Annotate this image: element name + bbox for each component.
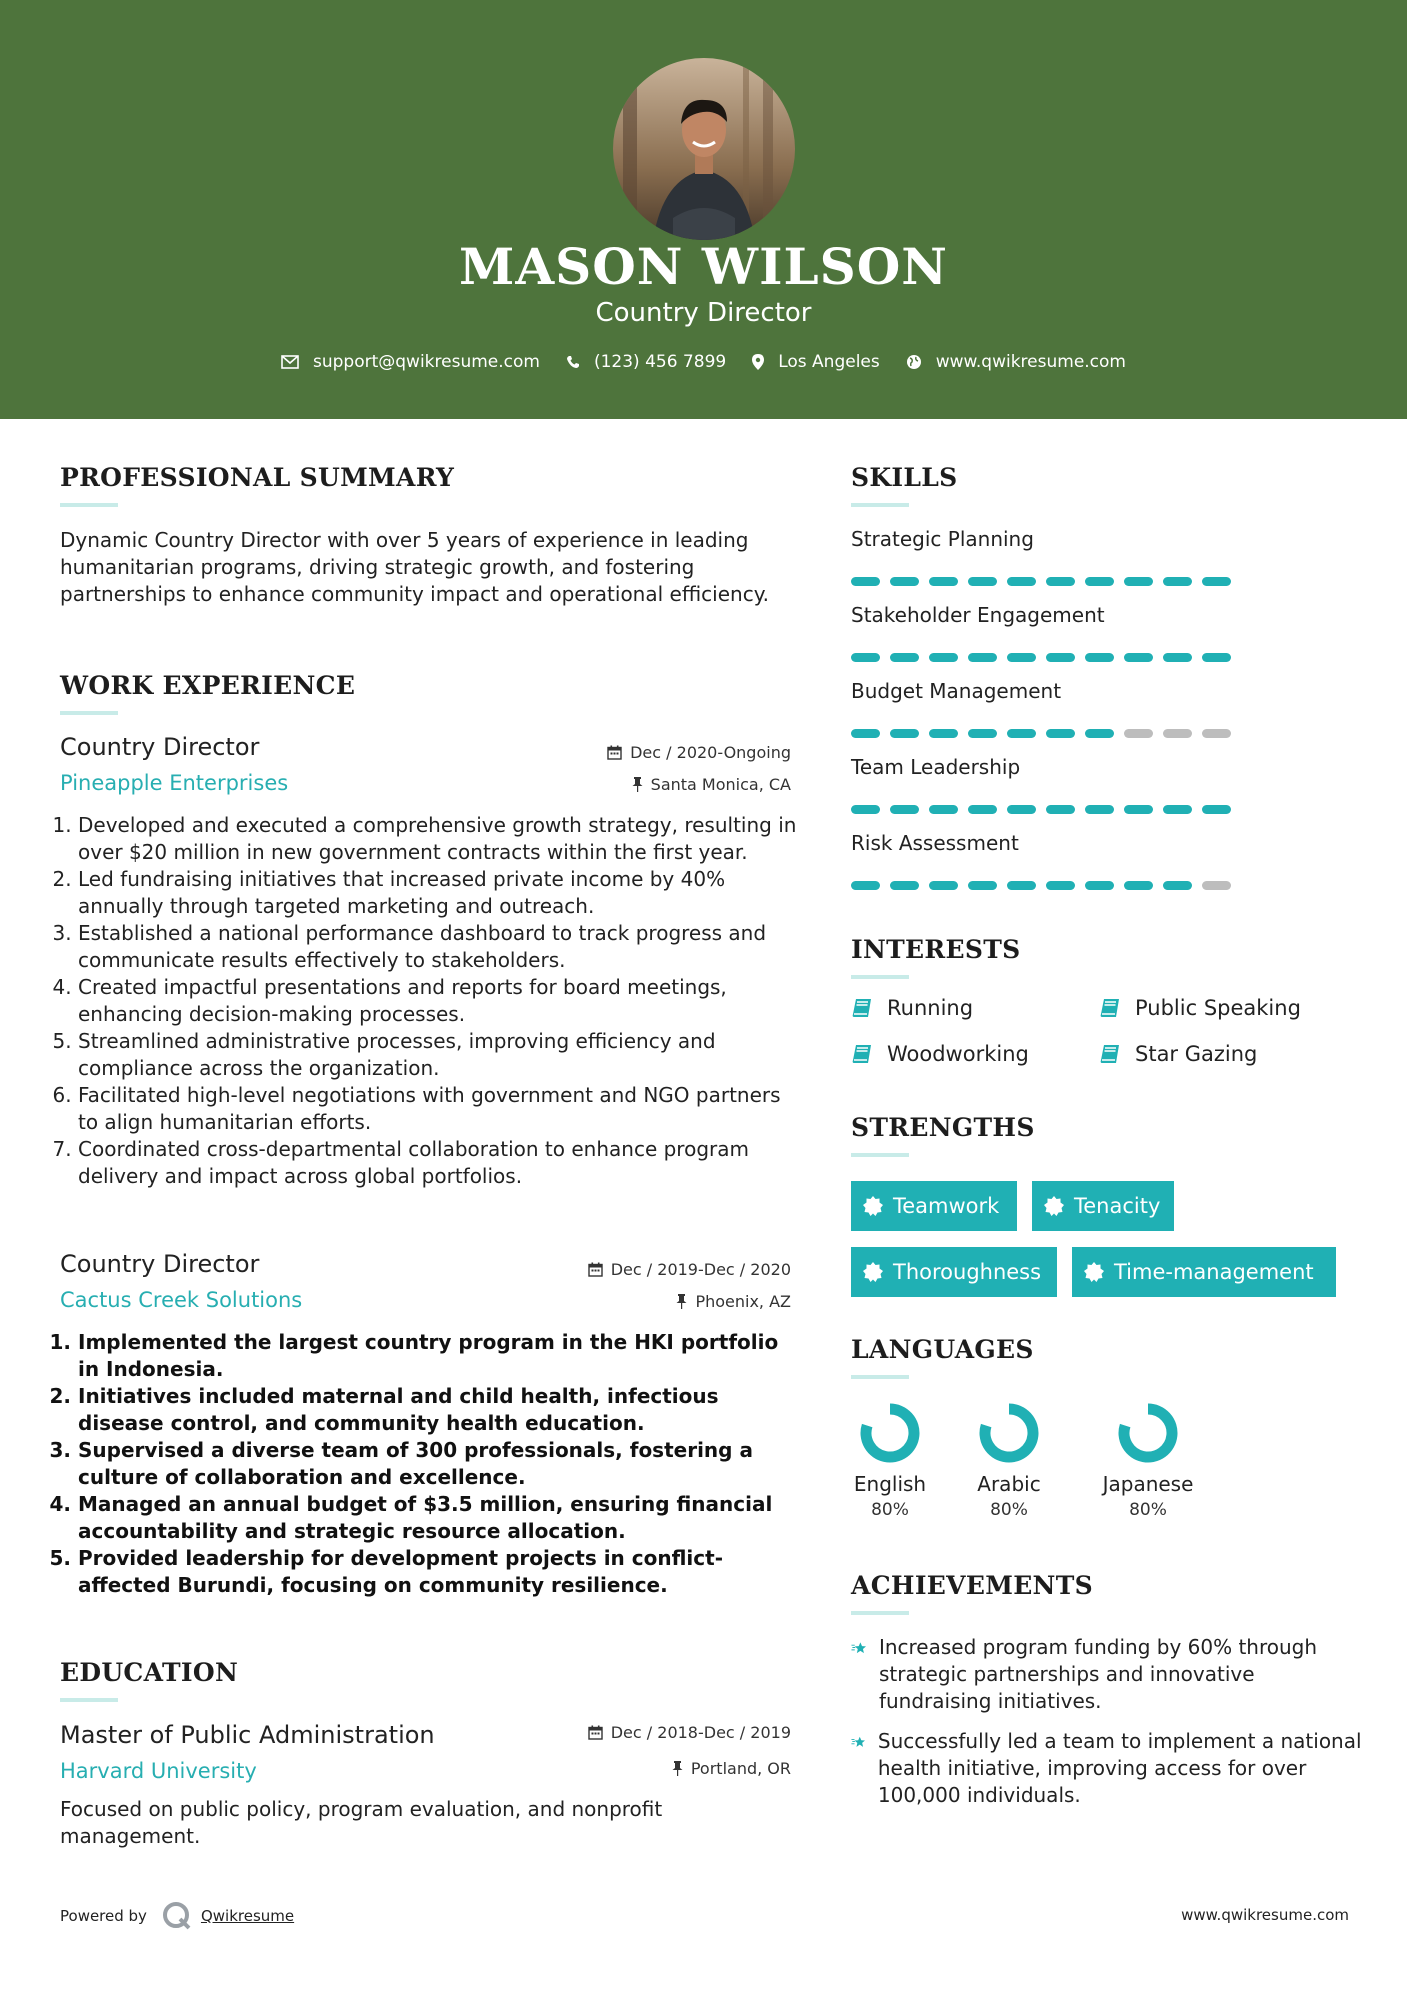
languages-heading: LANGUAGES: [851, 1335, 1034, 1364]
skill-dot-filled: [1046, 577, 1075, 586]
phone-text: (123) 456 7899: [593, 352, 727, 372]
summary-heading: PROFESSIONAL SUMMARY: [60, 463, 455, 492]
job-date-text: Dec / 2020-Ongoing: [630, 743, 791, 762]
skill-dot-filled: [1163, 805, 1192, 814]
education-heading: EDUCATION: [60, 1658, 239, 1687]
star-icon: [851, 1728, 866, 1756]
language-item: [970, 1402, 1048, 1520]
list-item: 6. Facilitated high-level negotiations with government and NGO partners to align humanitarian efforts.: [78, 1082, 800, 1136]
envelope-icon: [281, 355, 299, 369]
footer-powered-by: [60, 1900, 294, 1932]
skill-dot-filled: [929, 881, 958, 890]
skill-dot-filled: [1046, 653, 1075, 662]
job-date: [500, 1260, 791, 1279]
job-title: Country Director: [60, 733, 260, 761]
language-ring-arc: [985, 1409, 1033, 1457]
languages-underline: [851, 1375, 909, 1379]
summary-underline: [60, 503, 118, 507]
skill-dot-filled: [851, 805, 880, 814]
interest-item: [1099, 996, 1301, 1020]
skill-label: Budget Management: [851, 679, 1062, 703]
education-location: [500, 1759, 791, 1778]
skill-level-bar: [851, 881, 1241, 890]
skills-underline: [851, 503, 909, 507]
skill-dot-filled: [1163, 577, 1192, 586]
achievements-underline: [851, 1611, 909, 1615]
job-location: [500, 1292, 791, 1311]
strength-tag: [851, 1247, 1057, 1297]
job-date: [500, 743, 791, 762]
skill-dot-filled: [968, 653, 997, 662]
skill-dot-filled: [851, 577, 880, 586]
language-percent: 80%: [990, 1500, 1028, 1520]
job-date-text: Dec / 2019-Dec / 2020: [610, 1260, 791, 1279]
list-item: 2. Initiatives included maternal and child health, infectious disease control, and community health education.: [78, 1383, 800, 1437]
skill-dot-empty: [1124, 729, 1153, 738]
skill-dot-filled: [1085, 729, 1114, 738]
job-title: Country Director: [60, 1250, 260, 1278]
skill-dot-filled: [1124, 653, 1153, 662]
calendar-icon: [588, 1262, 603, 1277]
skill-dot-filled: [1124, 805, 1153, 814]
skill-dot-filled: [929, 729, 958, 738]
language-ring-arc: [1124, 1409, 1172, 1457]
achievement-item: [851, 1728, 1371, 1809]
skill-dot-filled: [890, 577, 919, 586]
skill-dot-filled: [929, 653, 958, 662]
education-description: Focused on public policy, program evaluation, and nonprofit management.: [60, 1797, 663, 1848]
skill-dot-filled: [1007, 805, 1036, 814]
calendar-icon: [607, 745, 622, 760]
skills-heading: SKILLS: [851, 463, 958, 492]
list-item: 5. Streamlined administrative processes, improving efficiency and compliance across the organization.: [78, 1028, 800, 1082]
skill-dot-filled: [929, 577, 958, 586]
experience-underline: [60, 711, 118, 715]
skill-dot-filled: [890, 729, 919, 738]
skill-dot-empty: [1202, 881, 1231, 890]
book-icon: [1099, 997, 1121, 1019]
strength-label: Tenacity: [1074, 1194, 1161, 1218]
strength-label: Teamwork: [893, 1194, 1000, 1218]
job-bullets: [60, 812, 800, 1190]
list-item: 3. Established a national performance dashboard to track progress and communicate results effectively to stakeholders.: [78, 920, 800, 974]
language-percent: 80%: [1129, 1500, 1167, 1520]
list-item: 4. Managed an annual budget of $3.5 million, ensuring financial accountability and strategic resource allocation.: [78, 1491, 800, 1545]
list-item: 4. Created impactful presentations and reports for board meetings, enhancing decision-making processes.: [78, 974, 800, 1028]
calendar-icon: [588, 1725, 603, 1740]
achievement-text: Increased program funding by 60% through strategic partnerships and innovative fundraising initiatives.: [878, 1635, 1318, 1713]
book-icon: [851, 997, 873, 1019]
skill-dot-filled: [1007, 653, 1036, 662]
pushpin-icon: [676, 1294, 687, 1309]
contact-bar: [0, 352, 1407, 372]
strengths-underline: [851, 1153, 909, 1157]
job-bullets: [60, 1329, 800, 1599]
strength-label: Thoroughness: [893, 1260, 1042, 1284]
achievements-heading: ACHIEVEMENTS: [851, 1571, 1093, 1600]
contact-location: [752, 352, 880, 372]
interest-item: [1099, 1042, 1257, 1066]
education-date: [500, 1723, 791, 1742]
language-ring-arc: [866, 1409, 914, 1457]
badge-icon: [863, 1262, 883, 1282]
education-location-text: Portland, OR: [690, 1759, 791, 1778]
language-ring: [1117, 1402, 1179, 1464]
skill-dot-filled: [851, 653, 880, 662]
skill-dot-empty: [1163, 729, 1192, 738]
strength-tag: [1072, 1247, 1336, 1297]
language-ring: [978, 1402, 1040, 1464]
skill-dot-filled: [1085, 805, 1114, 814]
list-item: 1. Implemented the largest country program in the HKI portfolio in Indonesia.: [78, 1329, 800, 1383]
language-item: [851, 1402, 929, 1520]
language-name: Japanese: [1102, 1472, 1194, 1496]
skill-dot-filled: [968, 805, 997, 814]
location-text: Los Angeles: [778, 352, 880, 372]
contact-website[interactable]: [906, 352, 1126, 372]
interest-item: [851, 1042, 1029, 1066]
skill-level-bar: [851, 729, 1241, 738]
interest-label: Star Gazing: [1135, 1042, 1258, 1066]
skill-dot-filled: [1007, 577, 1036, 586]
skill-dot-filled: [929, 805, 958, 814]
language-ring: [859, 1402, 921, 1464]
summary-text: Dynamic Country Director with over 5 years of experience in leading humanitarian programs, driving strategic growth, and fostering partnerships to enhance community impact and operational efficiency.: [60, 528, 770, 606]
phone-icon: [566, 355, 580, 369]
resume-header: [0, 0, 1407, 419]
company-name: Pineapple Enterprises: [60, 771, 289, 795]
skill-dot-filled: [890, 653, 919, 662]
skill-dot-filled: [1085, 881, 1114, 890]
book-icon: [851, 1043, 873, 1065]
skill-level-bar: [851, 653, 1241, 662]
skill-dot-filled: [1124, 881, 1153, 890]
badge-icon: [1044, 1196, 1064, 1216]
skill-dot-filled: [968, 881, 997, 890]
interest-label: Public Speaking: [1135, 996, 1301, 1020]
language-percent: 80%: [871, 1500, 909, 1520]
achievement-item: [851, 1634, 1371, 1715]
badge-icon: [1084, 1262, 1104, 1282]
strengths-heading: STRENGTHS: [851, 1113, 1035, 1142]
skill-level-bar: [851, 805, 1241, 814]
skill-dot-filled: [890, 805, 919, 814]
school-name: Harvard University: [60, 1759, 257, 1783]
skill-dot-filled: [1202, 653, 1231, 662]
strength-tag: [1032, 1181, 1174, 1231]
pushpin-icon: [672, 1761, 683, 1776]
skill-dot-filled: [851, 729, 880, 738]
skill-dot-filled: [1046, 729, 1075, 738]
interest-label: Woodworking: [887, 1042, 1029, 1066]
book-icon: [1099, 1043, 1121, 1065]
email-text: support@qwikresume.com: [313, 352, 540, 372]
skill-label: Team Leadership: [851, 755, 1021, 779]
skill-dot-filled: [1085, 577, 1114, 586]
qwikresume-logo-icon: [161, 1900, 193, 1932]
skill-dot-filled: [1046, 881, 1075, 890]
footer-website[interactable]: www.qwikresume.com: [1181, 1906, 1349, 1924]
interests-heading: INTERESTS: [851, 935, 1021, 964]
candidate-name: MASON WILSON: [459, 237, 948, 296]
education-date-text: Dec / 2018-Dec / 2019: [610, 1723, 791, 1742]
skill-dot-filled: [968, 729, 997, 738]
skill-label: Strategic Planning: [851, 527, 1034, 551]
skill-dot-filled: [1163, 653, 1192, 662]
skill-dot-empty: [1202, 729, 1231, 738]
list-item: 7. Coordinated cross-departmental collaboration to enhance program delivery and impact across global portfolios.: [78, 1136, 800, 1190]
degree-title: Master of Public Administration: [60, 1721, 435, 1749]
skill-label: Risk Assessment: [851, 831, 1019, 855]
pushpin-icon: [632, 777, 643, 792]
job-location-text: Phoenix, AZ: [695, 1292, 791, 1311]
skill-dot-filled: [1007, 729, 1036, 738]
powered-by-text: Powered by: [60, 1907, 147, 1925]
map-pin-icon: [752, 354, 764, 370]
education-underline: [60, 1698, 118, 1702]
strength-label: Time-management: [1114, 1260, 1314, 1284]
skill-dot-filled: [890, 881, 919, 890]
skill-dot-filled: [1124, 577, 1153, 586]
globe-icon: [906, 354, 922, 370]
profile-photo: [613, 58, 795, 240]
interest-item: [851, 996, 973, 1020]
star-icon: [851, 1634, 867, 1662]
skill-level-bar: [851, 577, 1241, 586]
skill-label: Stakeholder Engagement: [851, 603, 1105, 627]
job-location-text: Santa Monica, CA: [650, 775, 791, 794]
strength-tag: [851, 1181, 1017, 1231]
skill-dot-filled: [1046, 805, 1075, 814]
list-item: 1. Developed and executed a comprehensive growth strategy, resulting in over $20 million in new government contracts within the first year.: [78, 812, 800, 866]
language-name: English: [853, 1472, 927, 1496]
skill-dot-filled: [968, 577, 997, 586]
company-name: Cactus Creek Solutions: [60, 1288, 303, 1312]
list-item: 3. Supervised a diverse team of 300 professionals, fostering a culture of collaboration and excellence.: [78, 1437, 800, 1491]
list-item: 5. Provided leadership for development projects in conflict-affected Burundi, focusing on community resilience.: [78, 1545, 800, 1599]
candidate-title: Country Director: [595, 298, 812, 328]
language-item: [1096, 1402, 1200, 1520]
language-name: Arabic: [977, 1472, 1041, 1496]
website-text: www.qwikresume.com: [935, 352, 1126, 372]
skill-dot-filled: [851, 881, 880, 890]
skill-dot-filled: [1085, 653, 1114, 662]
job-location: [500, 775, 791, 794]
skill-dot-filled: [1202, 805, 1231, 814]
contact-phone[interactable]: [566, 352, 726, 372]
interests-underline: [851, 975, 909, 979]
list-item: 2. Led fundraising initiatives that increased private income by 40% annually through targeted marketing and outreach.: [78, 866, 800, 920]
experience-heading: WORK EXPERIENCE: [60, 671, 356, 700]
skill-dot-filled: [1163, 881, 1192, 890]
skill-dot-filled: [1007, 881, 1036, 890]
contact-email[interactable]: [281, 352, 540, 372]
skill-dot-filled: [1202, 577, 1231, 586]
interest-label: Running: [887, 996, 974, 1020]
achievement-text: Successfully led a team to implement a national health initiative, improving access for over 100,000 individuals.: [877, 1729, 1362, 1807]
badge-icon: [863, 1196, 883, 1216]
qwikresume-link[interactable]: Qwikresume: [200, 1907, 295, 1925]
